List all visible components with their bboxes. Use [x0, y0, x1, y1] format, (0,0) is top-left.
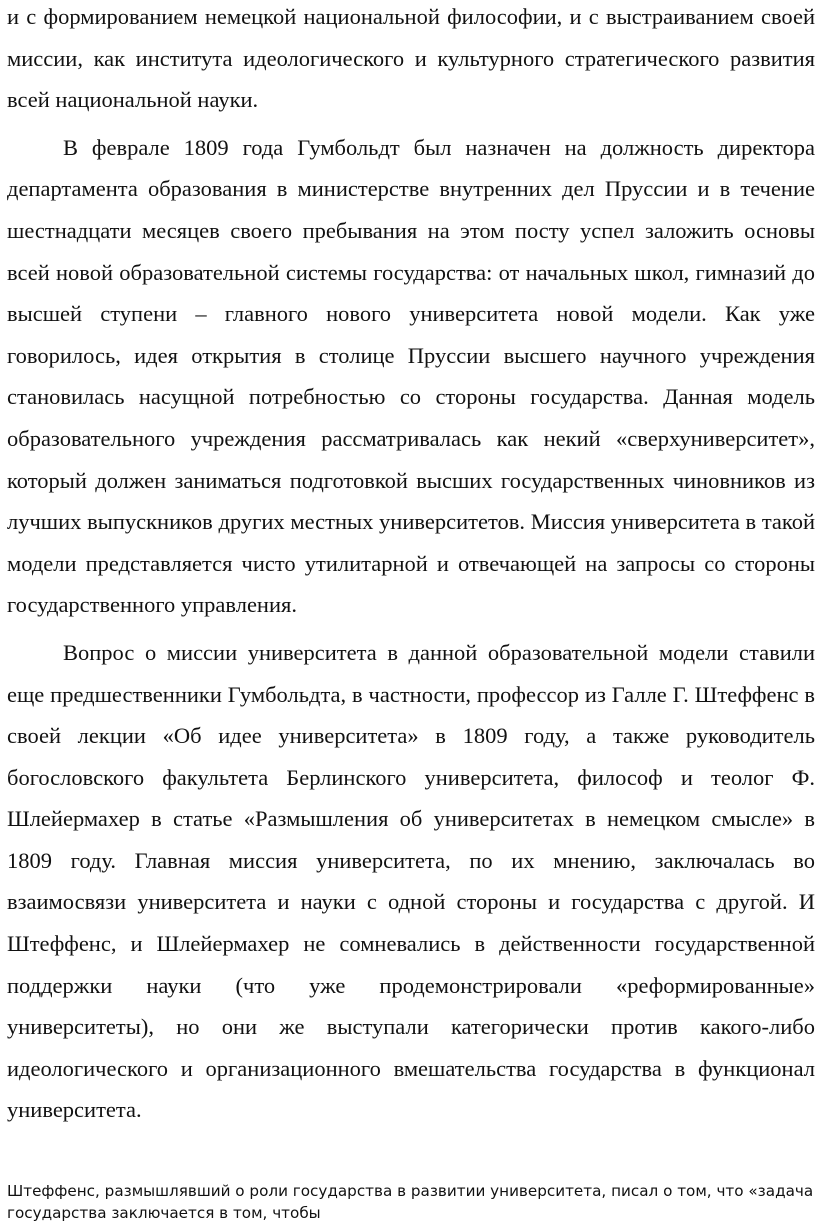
paragraph-university-mission: Вопрос о миссии университета в данной образовательной модели ставили еще предшественники Гумбольдта, в частности, профессор из Галле Г. Штеффенс в своей лекции «Об идее университета» в 1809 году, а также руководитель богословского факультета Берлинского университета, философ и теолог Ф. Шлейермахер в статье «Размышления об университетах в немецком смысле» в 1809 году. Главная миссия университета, по их мнению, заключалась во взаимосвязи университета и науки с одной стороны и государства с другой. И Штеффенс, и Шлейермахер не сомневались в действенности государственной поддержки науки (что уже продемонстрировали «реформированные» университеты), но они же выступали категорически против какого-либо идеологического и организационного вмешательства государства в функционал университета.: [7, 639, 815, 1123]
paragraph-continued: и с формированием немецкой национальной философии, и с выстраиванием своей миссии, как института идеологического и культурного стратегического развития всей национальной науки.: [7, 4, 815, 113]
paragraph-humboldt-appointment: В феврале 1809 года Гумбольдт был назначен на должность директора департамента образования в министерстве внутренних дел Пруссии и в течение шестнадцати месяцев своего пребывания на этом посту успел заложить основы всей новой образовательной системы государства: от начальных школ, гимназий до высшей ступени – главного нового университета новой модели. Как уже говорилось, идея открытия в столице Пруссии высшего научного учреждения становилась насущной потребностью со стороны государства. Данная модель образовательного учреждения рассматривалась как некий «сверхуниверситет», который должен заниматься подготовкой высших государственных чиновников из лучших выпускников других местных университетов. Миссия университета в такой модели представляется чисто утилитарной и отвечающей на запросы со стороны государственного управления.: [7, 134, 815, 618]
footnote-text: Штеффенс, размышлявший о роли государства в развитии университета, писал о том, что «задача государства заключается в том, чтобы: [7, 1182, 814, 1222]
document-page: [7, 0, 815, 1131]
